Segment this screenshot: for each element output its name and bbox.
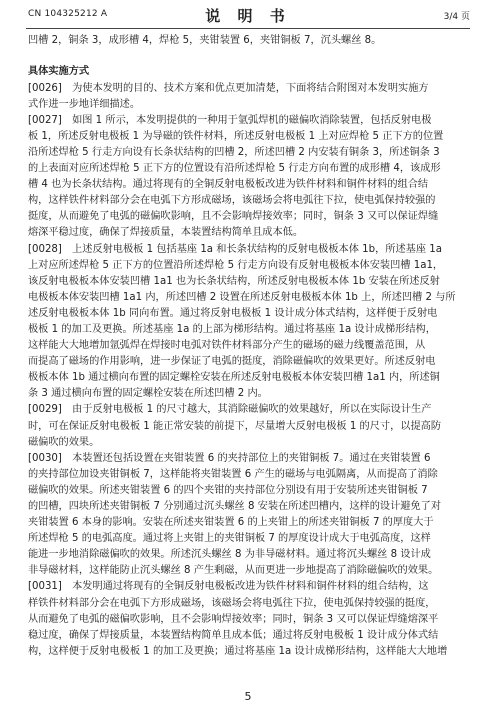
text-line: 挺度，从而避免了电弧的磁偏吹影响，且不会影响焊接效率；同时，铜条 3 又可以保证焊缝 [28,211,439,223]
text-line: 构，这样便于反射电极板 1 的加工及更换；通过将基座 1a 设计成梯形结构，这样能大大地增 [28,645,448,657]
section-heading: 具体实施方式 [28,66,90,78]
header-rule [26,28,470,29]
text-line: 述反射电极板本体 1b 同向布置。通过将反射电极板 1 设计成分体式结构，这样便于反射电 [28,307,438,319]
page-number: 5 [244,690,252,703]
text-line: 的夹持部位加设夹钳铜板 7，这样能将夹钳装置 6 产生的磁场与电弧隔离，从而提高了消除 [28,468,438,480]
text-line: 条 3 通过横向布置的固定螺栓安装在所述凹槽 2 内。 [28,388,268,400]
text-line: 时，可在保证反射电极板 1 能正常安装的前提下，尽量增大反射电极板 1 的尺寸，以提高防 [28,420,442,432]
text-line: [0026] 为使本发明的目的、技术方案和优点更加清楚，下面将结合附图对本发明实施方 [28,82,429,94]
paragraph-gap [28,49,468,64]
text-line: 构，这样铁件材料部分会在电弧下方形成磁场，该磁场会将电弧往下拉，使电弧保持较强的 [28,195,436,207]
document-body [28,33,468,660]
text-line: 而提高了磁场的作用影响，进一步保证了电弧的挺度，消除磁偏吹的效果更好。所述反射电 [28,356,436,368]
text-line: 磁偏吹的效果。 [28,436,100,448]
text-line: 磁偏吹的效果。所述夹钳装置 6 的四个夹钳的夹持部位分别设有用于安装所述夹钳铜板 7 [28,484,428,496]
page-indicator: 3/4 页 [443,12,470,22]
text-line: 电极板本体安装凹槽 1a1 内，所述凹槽 2 设置在所述反射电极板本体 1b 上，所述凹槽 2 与所 [28,291,456,303]
text-line: 非导磁材料，这样能防止沉头螺丝 8 产生剩磁，从而更进一步地提高了消除磁偏吹的效果。 [28,565,439,577]
text-line: 的上表面对应所述焊枪 5 正下方的位置设有沿所述焊枪 5 行走方向布置的成形槽 4，该成形 [28,163,441,175]
text-line: 能进一步地消除磁偏吹的效果。所述沉头螺丝 8 为非导磁材料。通过将沉头螺丝 8 设计成 [28,549,431,561]
text-line: 这样能大大地增加氩弧焊在焊接时电弧对铁件材料部分产生的磁场的磁力线覆盖范围，从 [28,340,426,352]
page-title: 说 明 书 [205,7,291,25]
text-line: 极板本体 1b 通过横向布置的固定螺栓安装在所述反射电极板本体安装凹槽 1a1 内，所述铜 [28,372,440,384]
text-line: 从而避免了电弧的磁偏吹影响，且不会影响焊接效率；同时，铜条 3 又可以保证焊缝熔深平 [28,613,439,625]
text-line: 夹钳装置 6 本身的影响。安装在所述夹钳装置 6 的上夹钳上的所述夹钳铜板 7 的厚度大于 [28,517,434,529]
text-line: 槽 4 也为长条状结构。通过将现有的全铜反射电极板改进为铁件材料和铜件材料的组合结 [28,179,429,191]
text-line: 样铁件材料部分会在电弧下方形成磁场，该磁场会将电弧往下拉，使电弧保持较强的挺度， [28,597,436,609]
text-line: 熔深平稳过度，确保了焊接质量，本装置结构简单且成本低。 [28,227,304,239]
text-line: [0028] 上述反射电极板 1 包括基座 1a 和长条状结构的反射电极板本体 1b，所述基座 1a [28,243,442,255]
text-line: 该反射电极板本体安装凹槽 1a1 也为长条状结构，所述反射电极板本体 1b 安装在所述反射 [28,275,440,287]
text-line: [0029] 由于反射电极板 1 的尺寸越大，其消除磁偏吹的效果越好，所以在实际设计生产 [28,404,432,416]
text-line: 极板 1 的加工及更换。所述基座 1a 的上部为梯形结构。通过将基座 1a 设计成梯形结构， [28,323,436,335]
text-line: [0030] 本装置还包括设置在夹钳装置 6 的夹持部位上的夹钳铜板 7。通过在夹钳装置 6 [28,452,431,464]
text-line: [0027] 如图 1 所示，本发明提供的一种用于氩弧焊机的磁偏吹消除装置，包括反射电极 [28,114,432,126]
text-line: 所述焊枪 5 的电弧高度。通过将上夹钳上的夹钳铜板 7 的厚度设计成大于电弧高度，这样 [28,533,431,545]
page-header [0,0,496,30]
text-line: 的凹槽，四块所述夹钳铜板 7 分别通过沉头螺丝 8 安装在所述凹槽内，这样的设计避免了对 [28,501,442,513]
publication-number: CN 104325212 A [28,9,108,19]
text-line: 稳过度，确保了焊接质量，本装置结构简单且成本低；通过将反射电极板 1 设计成分体式结 [28,629,439,641]
text-line: 沿所述焊枪 5 行走方向设有长条状结构的凹槽 2，所述凹槽 2 内安装有铜条 3，所述铜条 3 [28,146,440,158]
text-line: 式作进一步地详细描述。 [28,98,141,110]
text-line: 板 1，所述反射电极板 1 为导磁的铁件材料，所述反射电极板 1 上对应焊枪 5 正下方的位置 [28,130,444,142]
text-line: 上对应所述焊枪 5 正下方的位置沿所述焊枪 5 行走方向设有反射电极板本体安装凹槽 1a1， [28,259,444,271]
text-line: [0031] 本发明通过将现有的全铜反射电极板改进为铁件材料和铜件材料的组合结构，这 [28,581,429,593]
text-line: 凹槽 2，铜条 3，成形槽 4，焊枪 5，夹钳装置 6，夹钳铜板 7，沉头螺丝 8。 [28,35,382,46]
